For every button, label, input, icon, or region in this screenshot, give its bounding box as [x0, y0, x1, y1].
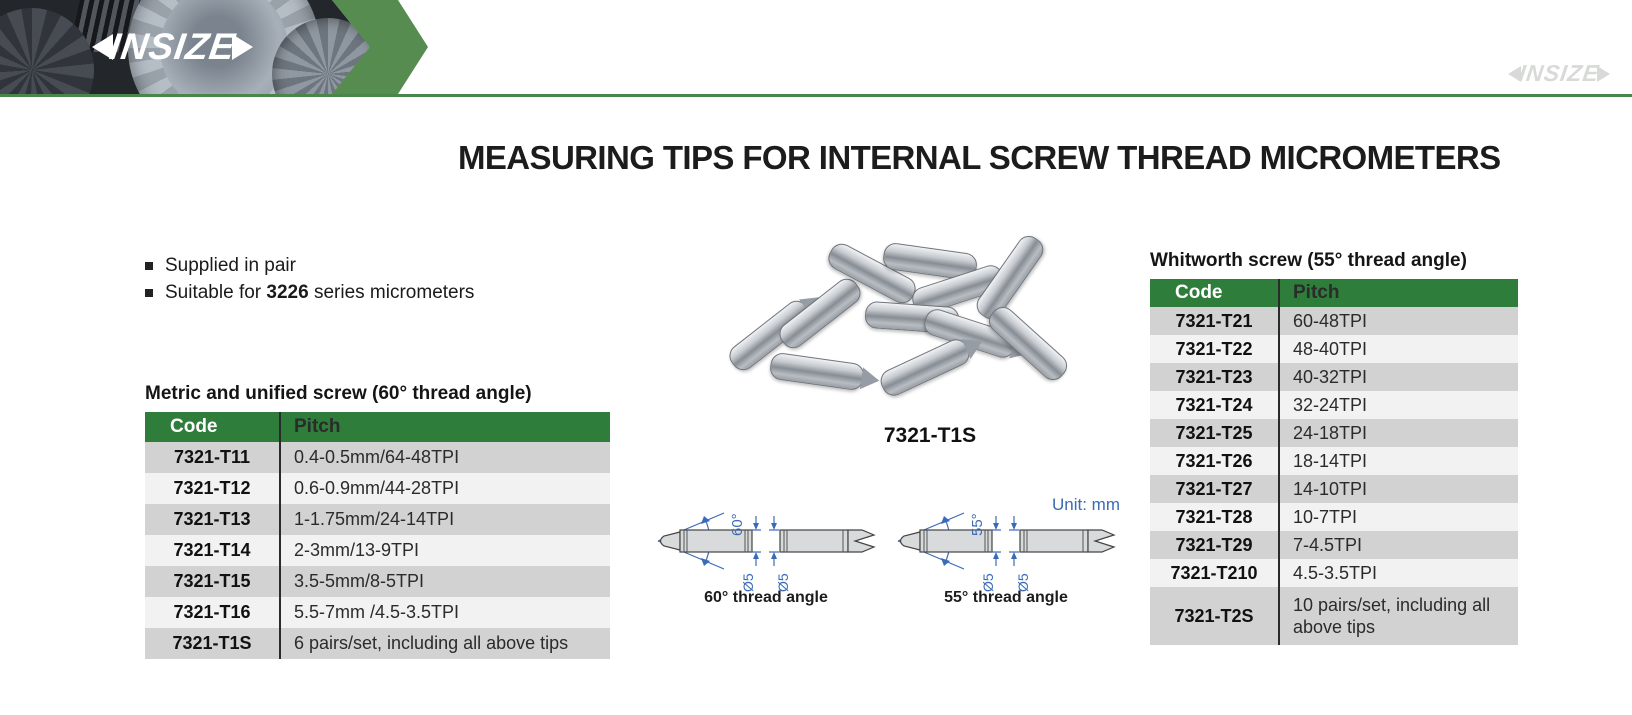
angle-label: 55°: [969, 513, 986, 536]
code-cell: 7321-T210: [1170, 562, 1258, 583]
pitch-cell: 0.4-0.5mm/64-48TPI: [279, 442, 610, 473]
code-cell: 7321-T2S: [1174, 605, 1254, 626]
diagram-label: 55° thread angle: [944, 589, 1068, 606]
table-row: [1150, 587, 1518, 645]
code-cell: 7321-T14: [173, 540, 251, 560]
measuring-tip-pin: [877, 335, 974, 399]
table-title: Metric and unified screw (60° thread angle): [145, 383, 532, 404]
pitch-cell: 10-7TPI: [1278, 503, 1518, 531]
table-row: [145, 535, 610, 566]
page-header: [0, 0, 1632, 94]
measuring-tip-pin: [769, 352, 866, 392]
pitch-cell: 14-10TPI: [1278, 475, 1518, 503]
feature-text-pre: Suitable for: [165, 282, 267, 303]
pitch-cell: 60-48TPI: [1278, 307, 1518, 335]
column-header-code: Code: [1175, 282, 1223, 303]
pitch-cell: 18-14TPI: [1278, 447, 1518, 475]
table-header-row: [145, 412, 610, 442]
pitch-cell: 3.5-5mm/8-5TPI: [279, 566, 610, 597]
pitch-cell: 1-1.75mm/24-14TPI: [279, 504, 610, 535]
list-item: [145, 281, 474, 304]
feature-text: [165, 254, 296, 277]
square-bullet-icon: [145, 289, 153, 297]
pitch-cell: 0.6-0.9mm/44-28TPI: [279, 473, 610, 504]
watermark-text: INSIZE: [1517, 60, 1602, 86]
table-row: [145, 566, 610, 597]
code-cell: 7321-T16: [173, 602, 251, 622]
chevron-right-icon: [325, 0, 440, 94]
table-row: [145, 597, 610, 628]
code-cell: 7321-T23: [1175, 366, 1253, 387]
whitworth-table: [1150, 250, 1518, 645]
code-cell: 7321-T11: [173, 447, 251, 467]
code-cell: 7321-T12: [173, 478, 251, 498]
list-item: [145, 254, 474, 277]
pitch-cell: 7-4.5TPI: [1278, 531, 1518, 559]
table-row: [1150, 447, 1518, 475]
pitch-cell: 2-3mm/13-9TPI: [279, 535, 610, 566]
table-row: [145, 442, 610, 473]
page-title: MEASURING TIPS FOR INTERNAL SCREW THREAD MICROMETERS: [458, 139, 1501, 176]
unit-label: Unit: mm: [1052, 495, 1120, 514]
product-caption: 7321-T1S: [883, 424, 977, 447]
product-photo: [715, 238, 1065, 416]
table-row: [145, 628, 610, 659]
insize-logo: [92, 28, 253, 65]
pitch-cell: 40-32TPI: [1278, 363, 1518, 391]
table-row: [1150, 475, 1518, 503]
code-cell: 7321-T29: [1175, 534, 1253, 555]
table-row: [145, 504, 610, 535]
feature-list: [145, 254, 474, 308]
metric-table: [145, 383, 610, 659]
code-cell: 7321-T24: [1175, 394, 1253, 415]
table-row: [1150, 335, 1518, 363]
feature-text-post: series micrometers: [308, 282, 475, 303]
table-row: [1150, 559, 1518, 587]
code-cell: 7321-T22: [1175, 338, 1253, 359]
table-row: [1150, 363, 1518, 391]
table-row: [1150, 419, 1518, 447]
code-cell: 7321-T1S: [172, 633, 252, 653]
green-rule: [0, 94, 1632, 97]
table-header-row: [1150, 279, 1518, 307]
square-bullet-icon: [145, 262, 153, 270]
angle-label: 60°: [729, 513, 746, 536]
pitch-cell: 32-24TPI: [1278, 391, 1518, 419]
code-cell: 7321-T27: [1175, 478, 1253, 499]
thread-tip-diagram-60: [650, 508, 882, 600]
pitch-cell: 24-18TPI: [1278, 419, 1518, 447]
code-cell: 7321-T28: [1175, 506, 1253, 527]
insize-watermark: [1508, 62, 1610, 85]
column-header-pitch: Pitch: [279, 412, 610, 442]
pitch-cell: 5.5-7mm /4.5-3.5TPI: [279, 597, 610, 628]
table-row: [145, 473, 610, 504]
table-row: [1150, 391, 1518, 419]
diameter-label: Ø5: [740, 573, 756, 592]
table-row: [1150, 307, 1518, 335]
diameter-label: Ø5: [1015, 573, 1031, 592]
diagram-label: 60° thread angle: [704, 589, 828, 606]
table-row: [1150, 531, 1518, 559]
diameter-label: Ø5: [980, 573, 996, 592]
pitch-cell: 10 pairs/set, including all above tips: [1278, 587, 1518, 645]
feature-text-bold: 3226: [266, 282, 309, 303]
column-header-pitch: Pitch: [1278, 279, 1518, 307]
table-row: [1150, 503, 1518, 531]
code-cell: 7321-T15: [173, 571, 251, 591]
column-header-code: Code: [170, 416, 218, 437]
table-title: Whitworth screw (55° thread angle): [1150, 250, 1467, 271]
code-cell: 7321-T25: [1175, 422, 1253, 443]
code-cell: 7321-T13: [173, 509, 251, 529]
pitch-cell: 48-40TPI: [1278, 335, 1518, 363]
code-cell: 7321-T26: [1175, 450, 1253, 471]
feature-text: [165, 281, 474, 304]
pitch-cell: 6 pairs/set, including all above tips: [279, 628, 610, 659]
pitch-cell: 4.5-3.5TPI: [1278, 559, 1518, 587]
thread-tip-diagram-55: [890, 508, 1122, 600]
code-cell: 7321-T21: [1175, 310, 1253, 331]
logo-text: INSIZE: [107, 26, 239, 67]
diameter-label: Ø5: [775, 573, 791, 592]
feature-text-pre: Supplied in pair: [165, 255, 296, 276]
